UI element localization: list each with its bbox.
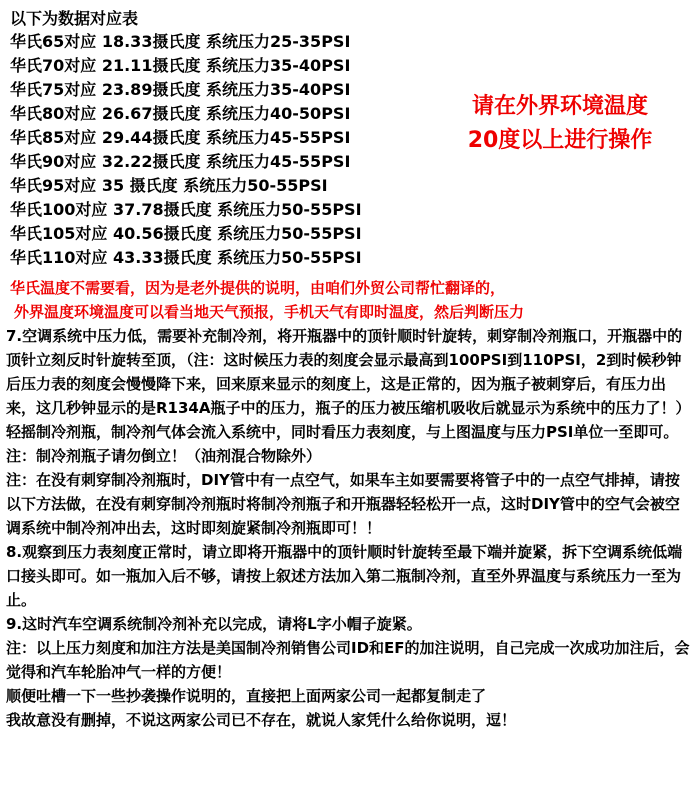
table-row: 华氏65对应 18.33摄氏度 系统压力25-35PSI [10,32,351,51]
step-8-paragraph: 8.观察到压力表刻度正常时，请立即将开瓶器中的顶针顺时针旋转至最下端并旋紧，拆下空调系统低端口接头即可。如一瓶加入后不够，请按上叙述方法加入第二瓶制冷剂，直至外界温度与系统压力一至为止。 [6,543,683,609]
table-row: 华氏70对应 21.11摄氏度 系统压力35-40PSI [10,56,351,75]
table-row: 华氏95对应 35 摄氏度 系统压力50-55PSI [10,176,328,195]
red-note-outside-temperature: 外界温度环境温度可以看当地天气预报，手机天气有即时温度，然后判断压力 [14,303,525,321]
red-notes [4,276,696,324]
step-7-paragraph: 7.空调系统中压力低，需要补充制冷剂，将开瓶器中的顶针顺时针旋转，刺穿制冷剂瓶口，开瓶器中的顶针立刻反时针旋转至顶，（注：这时候压力表的刻度会显示最高到100PSI到110PSI，2到时候秒钟后压力表的刻度会慢慢降下来，回来原来显示的刻度上，这是正常的，因为瓶子被刺穿后，有压力出来，这几秒钟显示的是R134A瓶子中的压力，瓶子的压力被压缩机吸收后就显示为系统中的压力了！）轻摇制冷剂瓶，制冷剂气体会流入系统中，同时看压力表刻度，与上图温度与压力PSI单位一至即可。注：制冷剂瓶子请勿倒立！（油剂混合物除外） [6,327,683,465]
table-row: 华氏80对应 26.67摄氏度 系统压力40-50PSI [10,104,351,123]
warning-line-2: 20度以上进行操作 [467,128,653,153]
table-row: 华氏85对应 29.44摄氏度 系统压力45-55PSI [10,128,351,147]
remark-line-1: 顺便吐槽一下一些抄袭操作说明的，直接把上面两家公司一起都复制走了 [6,687,487,705]
table-intro-title: 以下为数据对应表 [10,9,139,28]
table-row: 华氏110对应 43.33摄氏度 系统压力50-55PSI [10,248,362,267]
red-note-fahrenheit: 华氏温度不需要看，因为是老外提供的说明，由咱们外贸公司帮忙翻译的， [10,279,506,297]
remark-line-2: 我故意没有删掉，不说这两家公司已不存在，就说人家凭什么给你说明，逗！ [6,711,517,729]
step-9-paragraph: 9.这时汽车空调系统制冷剂补充以完成，请将L字小帽子旋紧。 [6,615,422,633]
warning-notice [430,90,690,158]
air-purge-note: 注：在没有刺穿制冷剂瓶时，DIY管中有一点空气，如果车主如要需要将管子中的一点空气排掉，请按以下方法做，在没有刺穿制冷剂瓶时将制冷剂瓶子和开瓶器轻轻松开一点，这时DIY管中的空气会被空调系统中制冷剂冲出去，这时即刻旋紧制冷剂瓶即可！！ [6,471,680,537]
table-row: 华氏100对应 37.78摄氏度 系统压力50-55PSI [10,200,362,219]
table-row: 华氏105对应 40.56摄氏度 系统压力50-55PSI [10,224,362,243]
final-note: 注：以上压力刻度和加注方法是美国制冷剂销售公司ID和EF的加注说明，自己完成一次成功加注后，会觉得和汽车轮胎冲气一样的方便！ [6,639,690,681]
table-row: 华氏90对应 32.22摄氏度 系统压力45-55PSI [10,152,351,171]
table-row: 华氏75对应 23.89摄氏度 系统压力35-40PSI [10,80,351,99]
warning-line-1: 请在外界环境温度 [471,94,648,119]
